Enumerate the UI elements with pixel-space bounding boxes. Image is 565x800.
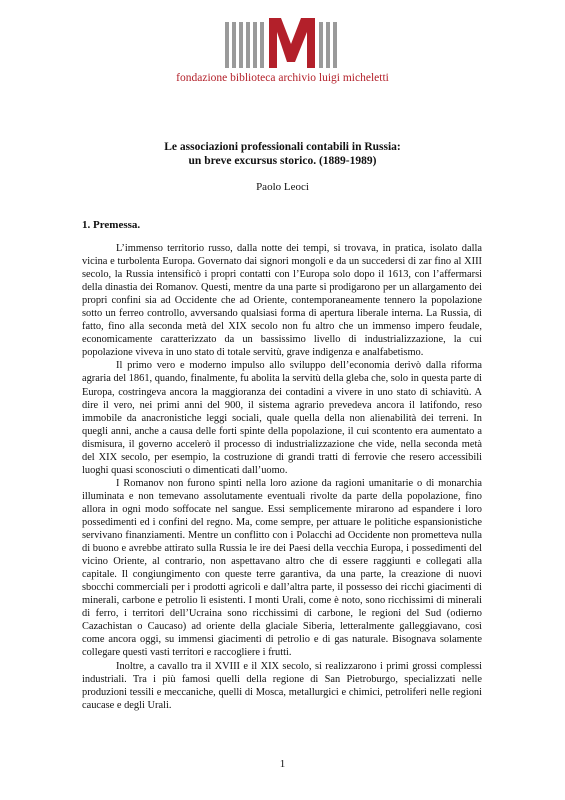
author: Paolo Leoci	[256, 181, 309, 193]
micheletti-logo-icon	[223, 14, 343, 70]
title-line-1: Le associazioni professionali contabili in Russia:	[164, 141, 401, 153]
logo-text: fondazione biblioteca archivio luigi micheletti	[176, 72, 389, 84]
document-title	[0, 140, 565, 168]
paragraph: Il primo vero e moderno impulso allo sviluppo dell’economia derivò dalla riforma agraria del 1861, quando, finalmente, fu abolita la servitù della gleba che, solo in questa parte di Europa, costringeva ancora la maggioranza dei contadini a vivere in uno stato di schiavitù. A dire il vero, nei primi anni del 900, il sistema agrario prevedeva ancora il latifondo, reso immobile da anacronistiche leggi sociali, quale quella della non alienabilità dei terreni. In quegli anni, anche a causa delle forti spinte della popolazione, il cui scontento era aumentato a dismisura, il governo accelerò il processo di industrializzazione che vide, nella seconda metà del XIX secolo, per esempio, la costruzione di grandi tratti di ferrovie che resero accessibili luoghi quasi sconosciuti o dimenticati dall’uomo.	[82, 360, 482, 476]
paragraph: Inoltre, a cavallo tra il XVIII e il XIX secolo, si realizzarono i primi grossi complessi industriali. Tra i più famosi quelli della regione di San Pietroburgo, specializzati nelle produzioni tessili e meccaniche, quelli di Mosca, metallurgici e chimici, petroliferi nelle regioni caucase e degli Urali.	[82, 660, 482, 711]
title-line-2: un breve excursus storico. (1889-1989)	[188, 155, 377, 167]
logo	[0, 14, 565, 70]
page-number: 1	[279, 758, 286, 770]
paragraph: I Romanov non furono spinti nella loro azione da ragioni umanitarie o di monarchia illuminata e non temevano assolutamente eventuali rivolte da parte della popolazione, fino allora in ogni modo soffocate nel sangue. Essi semplicemente mirarono ad espandere i loro possedimenti ed i confini del regno. Ma, come sempre, per attuare le politiche espansionistiche servivano finanziamenti. Mentre un conflitto con i Polacchi ad Occidente non prometteva nulla di buono e avrebbe attirato sulla Russia le ire dei Paesi della vecchia Europa, i possedimenti del vicino Oriente, al contrario, non aspettavano altro che di essere raggiunti e collegati alla capitale. Il congiungimento con queste terre garantiva, da una parte, la creazione di nuovi sbocchi commerciali per i prodotti agricoli e dall’altra parte, il possesso dei ricchi giacimenti di minerali, carbone e petrolio lì esistenti. I monti Urali, come è noto, sono ricchissimi di minerali di ferro, i territori dell’Ucraina sono ricchissimi di carbone, le regioni del Sud (odierno Cazachistan o Caucaso) ad oriente della glaciale Siberia, letteralmente galleggiavano, così come ancora oggi, su immensi giacimenti di petrolio e di gas naturale. Bisognava solamente collegare questi vasti territori e raccogliere i frutti.	[82, 477, 482, 659]
paragraph: L’immenso territorio russo, dalla notte dei tempi, si trovava, in pratica, isolato dalla vicina e turbolenta Europa. Governato dai signori mongoli e da un succedersi di zar fino al XIII secolo, la Russia intensificò i propri contatti con l’Europa solo dopo il 1613, con l’affermarsi della dinastia dei Romanov. Questi, mentre da una parte si prodigarono per un allargamento dei propri confini sia ad Occidente che ad Oriente, contemporaneamente tennero la popolazione sotto un ferreo controllo, avversando qualsiasi forma di apertura liberale interna. La Russia, di fatto, fino alla seconda metà del XIX secolo non fu altro che un immenso impero feudale, economicamente caratterizzato da un bassissimo livello di industrializzazione, la cui popolazione viveva in uno stato di totale servitù, grave indigenza e analfabetismo.	[82, 243, 482, 359]
document-body	[82, 242, 482, 712]
section-heading: 1. Premessa.	[82, 219, 141, 231]
